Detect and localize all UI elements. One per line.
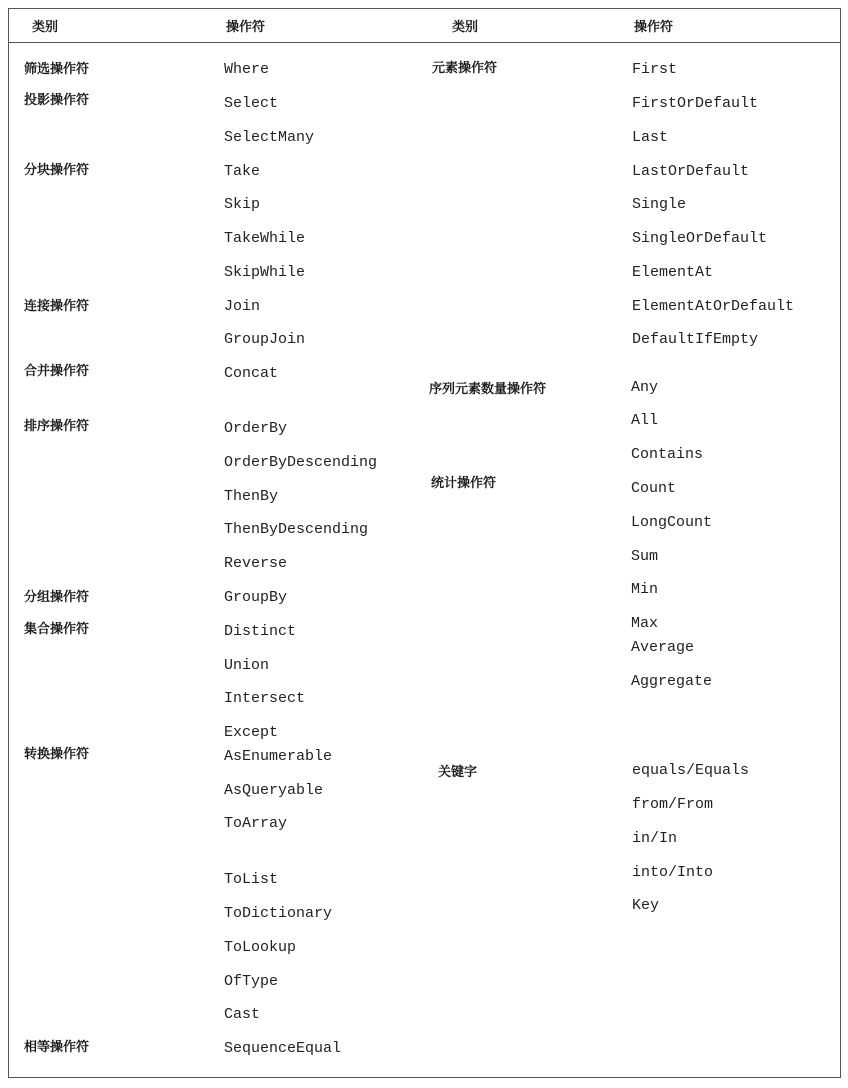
category-projection: 投影操作符 <box>24 93 90 108</box>
operator-takewhile: TakeWhile <box>224 230 306 247</box>
operator-cast: Cast <box>224 1006 261 1023</box>
operator-except: Except <box>224 724 279 741</box>
operator-thenby: ThenBy <box>224 488 279 505</box>
operator-union: Union <box>224 657 270 674</box>
operator-tolookup: ToLookup <box>224 939 297 956</box>
header-divider <box>8 42 841 43</box>
operator-single: Single <box>632 196 687 213</box>
operator-aggregate: Aggregate <box>631 673 713 690</box>
category-filter: 筛选操作符 <box>24 62 90 77</box>
operator-all: All <box>631 412 659 429</box>
operator-firstordefault: FirstOrDefault <box>632 95 759 112</box>
operator-selectmany: SelectMany <box>224 129 315 146</box>
operator-asqueryable: AsQueryable <box>224 782 324 799</box>
operator-first: First <box>632 61 678 78</box>
category-element: 元素操作符 <box>432 61 498 76</box>
operator-asenumerable: AsEnumerable <box>224 748 333 765</box>
operator-groupby: GroupBy <box>224 589 288 606</box>
category-aggregation: 统计操作符 <box>431 476 497 491</box>
operator-tolist: ToList <box>224 871 279 888</box>
operator-contains: Contains <box>631 446 704 463</box>
category-join: 连接操作符 <box>24 299 90 314</box>
operator-reverse: Reverse <box>224 555 288 572</box>
operator-toarray: ToArray <box>224 815 288 832</box>
operator-take: Take <box>224 163 261 180</box>
operator-distinct: Distinct <box>224 623 297 640</box>
category-conversion: 转换操作符 <box>24 747 90 762</box>
keyword-into: into/Into <box>632 864 714 881</box>
operator-orderby: OrderBy <box>224 420 288 437</box>
operator-elementat: ElementAt <box>632 264 714 281</box>
operator-todictionary: ToDictionary <box>224 905 333 922</box>
operator-thenbydescending: ThenByDescending <box>224 521 369 538</box>
header-category-left: 类别 <box>32 20 59 35</box>
category-set: 集合操作符 <box>24 622 90 637</box>
operator-count: Count <box>631 480 677 497</box>
category-partition: 分块操作符 <box>24 163 90 178</box>
keyword-key: Key <box>632 897 660 914</box>
operator-singleordefault: SingleOrDefault <box>632 230 768 247</box>
operator-average: Average <box>631 639 695 656</box>
operator-concat: Concat <box>224 365 279 382</box>
operator-oftype: OfType <box>224 973 279 990</box>
operator-orderbydescending: OrderByDescending <box>224 454 378 471</box>
operator-last: Last <box>632 129 669 146</box>
operator-max: Max <box>631 615 659 632</box>
operator-longcount: LongCount <box>631 514 713 531</box>
operator-where: Where <box>224 61 270 78</box>
header-operator-right: 操作符 <box>634 20 674 35</box>
operator-sum: Sum <box>631 548 659 565</box>
keyword-in: in/In <box>632 830 678 847</box>
category-ordering: 排序操作符 <box>24 419 90 434</box>
operator-skip: Skip <box>224 196 261 213</box>
header-category-right: 类别 <box>452 20 479 35</box>
operator-elementatordefault: ElementAtOrDefault <box>632 298 795 315</box>
operator-skipwhile: SkipWhile <box>224 264 306 281</box>
operator-sequenceequal: SequenceEqual <box>224 1040 342 1057</box>
category-keywords: 关键字 <box>438 765 478 780</box>
keyword-equals: equals/Equals <box>632 762 750 779</box>
operator-min: Min <box>631 581 659 598</box>
operator-any: Any <box>631 379 659 396</box>
operator-groupjoin: GroupJoin <box>224 331 306 348</box>
operator-defaultifempty: DefaultIfEmpty <box>632 331 759 348</box>
operator-lastordefault: LastOrDefault <box>632 163 750 180</box>
operator-select: Select <box>224 95 279 112</box>
category-grouping: 分组操作符 <box>24 590 90 605</box>
operator-join: Join <box>224 298 261 315</box>
header-operator-left: 操作符 <box>226 20 266 35</box>
keyword-from: from/From <box>632 796 714 813</box>
category-equality: 相等操作符 <box>24 1040 90 1055</box>
operator-intersect: Intersect <box>224 690 306 707</box>
category-concat: 合并操作符 <box>24 364 90 379</box>
category-quantifier: 序列元素数量操作符 <box>429 382 547 397</box>
